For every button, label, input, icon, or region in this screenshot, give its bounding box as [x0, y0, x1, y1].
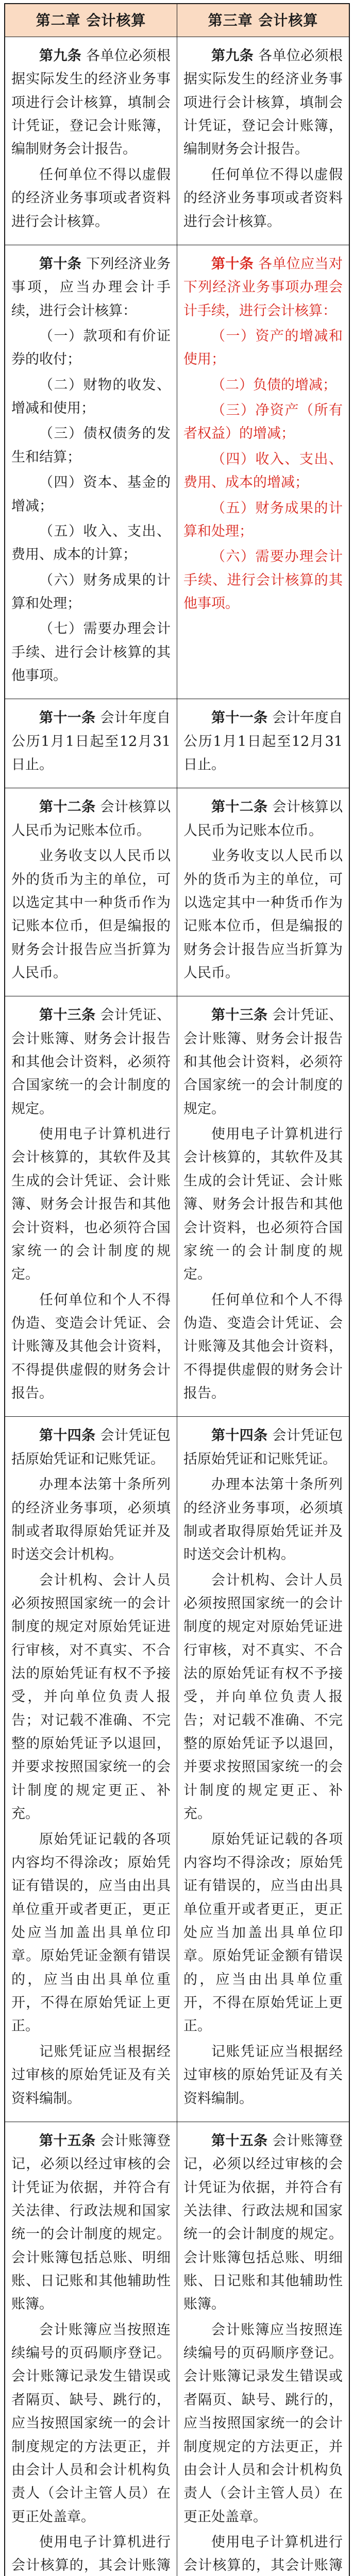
- article-text: 原始凭证记载的各项内容均不得涂改；原始凭证有错误的，应当由出具单位重开或者更正，更正处应当加盖出具单位印章。原始凭证金额有错误的，应当由出具单位重开，不得在原始凭证上更正。: [183, 1831, 343, 2035]
- article-number: 第十三条: [39, 1007, 96, 1024]
- paragraph: [11, 1569, 171, 1826]
- article-text: （七）需要办理会计手续、进行会计核算的其他事项。: [11, 621, 171, 684]
- paragraph: [11, 1004, 171, 1121]
- paragraph: [11, 471, 171, 518]
- paragraph: [183, 1569, 343, 1826]
- article-number: 第十五条: [211, 2132, 268, 2149]
- article-number: 第十二条: [211, 799, 268, 816]
- right-cell: [177, 699, 350, 788]
- table-header-row: [5, 4, 349, 37]
- paragraph: [183, 1424, 343, 1471]
- paragraph: [11, 617, 171, 687]
- paragraph: [11, 1473, 171, 1566]
- article-number: 第九条: [39, 48, 82, 64]
- article-number: 第十四条: [39, 1428, 96, 1444]
- paragraph: [11, 1828, 171, 2038]
- article-text: 会计凭证包括原始凭证和记账凭证。: [11, 1428, 171, 1467]
- article-text: 记账凭证应当根据经过审核的原始凭证及有关资料编制。: [11, 2043, 171, 2107]
- article-text: 使用电子计算机进行会计核算的，其软件及其生成的会计凭证、会计账簿、财务会计报告和其他会计资料，也必须符合国家统一的会计制度的规定。: [183, 1126, 343, 1283]
- table-row: [5, 2122, 349, 2576]
- paragraph: [183, 252, 343, 323]
- table-row: [5, 996, 349, 1417]
- paragraph: [183, 2129, 343, 2316]
- article-text: （一）资产的增减和使用；: [183, 328, 343, 368]
- article-text: 任何单位不得以虚假的经济业务事项或者资料进行会计核算。: [11, 166, 171, 230]
- article-number: 第九条: [211, 48, 254, 64]
- left-cell: [5, 996, 177, 1417]
- header-right: 第三章 会计核算: [177, 4, 350, 37]
- right-cell: [177, 1417, 350, 2122]
- paragraph: [183, 2531, 343, 2576]
- right-cell: [177, 37, 350, 245]
- article-text: 会计账簿应当按照连续编号的页码顺序登记。会计账簿记录发生错误或者隔页、缺号、跳行的，应当按照国家统一的会计制度规定的方法更正，并由会计人员和会计机构负责人（会计主管人员）在更正处盖章。: [11, 2321, 171, 2525]
- article-text: 记账凭证应当根据经过审核的原始凭证及有关资料编制。: [183, 2043, 343, 2107]
- paragraph: [183, 374, 343, 397]
- paragraph: [11, 252, 171, 323]
- left-cell: [5, 699, 177, 788]
- article-text: （五）收入、支出、费用、成本的计算；: [11, 523, 171, 563]
- paragraph: [183, 325, 343, 371]
- article-text: （五）财务成果的计算和处理；: [183, 500, 343, 539]
- paragraph: [183, 844, 343, 985]
- article-text: 会计凭证、会计账簿、财务会计报告和其他会计资料，必须符合国家统一的会计制度的规定。: [11, 1007, 171, 1117]
- article-text: 任何单位和个人不得伪造、变造会计凭证、会计账簿及其他会计资料，不得提供虚假的财务会计报告。: [183, 1292, 343, 1402]
- right-cell: [177, 245, 350, 699]
- article-text: 会计年度自公历1月1日起至12月31日止。: [183, 710, 343, 773]
- comparison-table: [4, 3, 350, 2576]
- article-text: 会计凭证、会计账簿、财务会计报告和其他会计资料，必须符合国家统一的会计制度的规定。: [183, 1007, 343, 1117]
- paragraph: [11, 2040, 171, 2110]
- paragraph: [11, 2129, 171, 2316]
- article-text: （二）负债的增减；: [211, 377, 336, 393]
- article-text: 下列经济业务事项，应当办理会计手续，进行会计核算：: [11, 256, 171, 319]
- paragraph: [11, 325, 171, 371]
- article-text: （四）资本、基金的增减；: [11, 474, 171, 514]
- left-cell: [5, 245, 177, 699]
- left-cell: [5, 788, 177, 996]
- article-text: 会计凭证包括原始凭证和记账凭证。: [183, 1428, 343, 1467]
- article-text: （三）债权债务的发生和结算；: [11, 426, 171, 465]
- article-text: （二）财物的收发、增减和使用；: [11, 377, 171, 417]
- article-number: 第十二条: [39, 799, 96, 816]
- article-text: 会计账簿登记，必须以经过审核的会计凭证为依据，并符合有关法律、行政法规和国家统一的会计制度的规定。会计账簿包括总账、明细账、日记账和其他辅助性账簿。: [183, 2132, 343, 2313]
- table-row: [5, 245, 349, 699]
- paragraph: [183, 399, 343, 446]
- paragraph: [11, 569, 171, 616]
- article-text: 各单位应当对下列经济业务事项办理会计手续，进行会计核算：: [183, 256, 343, 319]
- paragraph: [11, 1289, 171, 1405]
- paragraph: [183, 1123, 343, 1286]
- article-text: 业务收支以人民币以外的货币为主的单位，可以选定其中一种货币作为记账本位币，但是编报的财务会计报告应当折算为人民币。: [183, 848, 343, 981]
- article-number: 第十条: [39, 256, 82, 272]
- paragraph: [183, 2318, 343, 2529]
- article-text: 使用电子计算机进行会计核算的，其会计账簿: [183, 2534, 343, 2574]
- article-number: 第十五条: [39, 2132, 96, 2149]
- paragraph: [11, 1424, 171, 1471]
- paragraph: [11, 844, 171, 985]
- paragraph: [11, 422, 171, 469]
- paragraph: [11, 795, 171, 842]
- right-cell: [177, 788, 350, 996]
- article-text: 原始凭证记载的各项内容均不得涂改；原始凭证有错误的，应当由出具单位重开或者更正，更正处应当加盖出具单位印章。原始凭证金额有错误的，应当由出具单位重开，不得在原始凭证上更正。: [11, 1831, 171, 2035]
- left-cell: [5, 2122, 177, 2576]
- paragraph: [11, 520, 171, 567]
- article-text: 会计核算以人民币为记账本位币。: [11, 799, 171, 839]
- right-cell: [177, 996, 350, 1417]
- article-text: 会计机构、会计人员必须按照国家统一的会计制度的规定对原始凭证进行审核，对不真实、不合法的原始凭证有权不予接受，并向单位负责人报告；对记载不准确、不完整的原始凭证予以退回，并要求按照国家统一的会计制度的规定更正、补充。: [183, 1572, 343, 1822]
- article-text: 任何单位不得以虚假的经济业务事项或者资料进行会计核算。: [183, 166, 343, 230]
- article-text: （四）收入、支出、费用、成本的增减；: [183, 451, 343, 491]
- paragraph: [183, 44, 343, 161]
- article-text: 会计年度自公历1月1日起至12月31日止。: [11, 710, 171, 773]
- article-text: 会计机构、会计人员必须按照国家统一的会计制度的规定对原始凭证进行审核，对不真实、不合法的原始凭证有权不予接受，并向单位负责人报告；对记载不准确、不完整的原始凭证予以退回，并要求按照国家统一的会计制度的规定更正、补充。: [11, 1572, 171, 1822]
- paragraph: [183, 545, 343, 615]
- article-text: 使用电子计算机进行会计核算的，其软件及其生成的会计凭证、会计账簿、财务会计报告和其他会计资料，也必须符合国家统一的会计制度的规定。: [11, 1126, 171, 1283]
- article-text: 业务收支以人民币以外的货币为主的单位，可以选定其中一种货币作为记账本位币，但是编报的财务会计报告应当折算为人民币。: [11, 848, 171, 981]
- article-number: 第十一条: [39, 710, 96, 726]
- paragraph: [183, 497, 343, 544]
- table-row: [5, 788, 349, 996]
- table-row: [5, 37, 349, 245]
- left-cell: [5, 37, 177, 245]
- paragraph: [11, 2318, 171, 2529]
- paragraph: [11, 706, 171, 776]
- paragraph: [11, 374, 171, 420]
- article-number: 第十三条: [211, 1007, 268, 1024]
- article-number: 第十四条: [211, 1428, 268, 1444]
- article-text: 会计核算以人民币为记账本位币。: [183, 799, 343, 839]
- article-text: 办理本法第十条所列的经济业务事项，必须填制或者取得原始凭证并及时送交会计机构。: [183, 1477, 343, 1563]
- table-row: [5, 699, 349, 788]
- article-text: 各单位必须根据实际发生的经济业务事项进行会计核算，填制会计凭证，登记会计账簿，编制财务会计报告。: [183, 48, 343, 158]
- header-left: 第二章 会计核算: [5, 4, 177, 37]
- paragraph: [183, 1473, 343, 1566]
- article-text: （六）需要办理会计手续、进行会计核算的其他事项。: [183, 549, 343, 612]
- paragraph: [183, 448, 343, 495]
- paragraph: [183, 163, 343, 233]
- article-text: 会计账簿应当按照连续编号的页码顺序登记。会计账簿记录发生错误或者隔页、缺号、跳行的，应当按照国家统一的会计制度规定的方法更正，并由会计人员和会计机构负责人（会计主管人员）在更正处盖章。: [183, 2321, 343, 2525]
- article-number: 第十一条: [211, 710, 268, 726]
- left-cell: [5, 1417, 177, 2122]
- article-text: （六）财务成果的计算和处理；: [11, 572, 171, 612]
- paragraph: [11, 1123, 171, 1286]
- article-text: 会计账簿登记，必须以经过审核的会计凭证为依据，并符合有关法律、行政法规和国家统一的会计制度的规定。会计账簿包括总账、明细账、日记账和其他辅助性账簿。: [11, 2132, 171, 2313]
- paragraph: [183, 2040, 343, 2110]
- paragraph: [183, 1004, 343, 1121]
- right-cell: [177, 2122, 350, 2576]
- article-text: （一）款项和有价证券的收付；: [11, 328, 171, 368]
- article-text: 任何单位和个人不得伪造、变造会计凭证、会计账簿及其他会计资料，不得提供虚假的财务会计报告。: [11, 1292, 171, 1402]
- paragraph: [11, 44, 171, 161]
- article-text: （三）净资产（所有者权益）的增减；: [183, 402, 343, 442]
- paragraph: [183, 1289, 343, 1405]
- paragraph: [11, 163, 171, 233]
- article-text: 办理本法第十条所列的经济业务事项，必须填制或者取得原始凭证并及时送交会计机构。: [11, 1477, 171, 1563]
- paragraph: [183, 795, 343, 842]
- table-row: [5, 1417, 349, 2122]
- article-text: 使用电子计算机进行会计核算的，其会计账簿: [11, 2534, 171, 2574]
- article-number: 第十条: [211, 256, 254, 272]
- paragraph: [183, 706, 343, 776]
- paragraph: [11, 2531, 171, 2576]
- table-body: [5, 37, 349, 2576]
- paragraph: [183, 1828, 343, 2038]
- article-text: 各单位必须根据实际发生的经济业务事项进行会计核算，填制会计凭证，登记会计账簿，编制财务会计报告。: [11, 48, 171, 158]
